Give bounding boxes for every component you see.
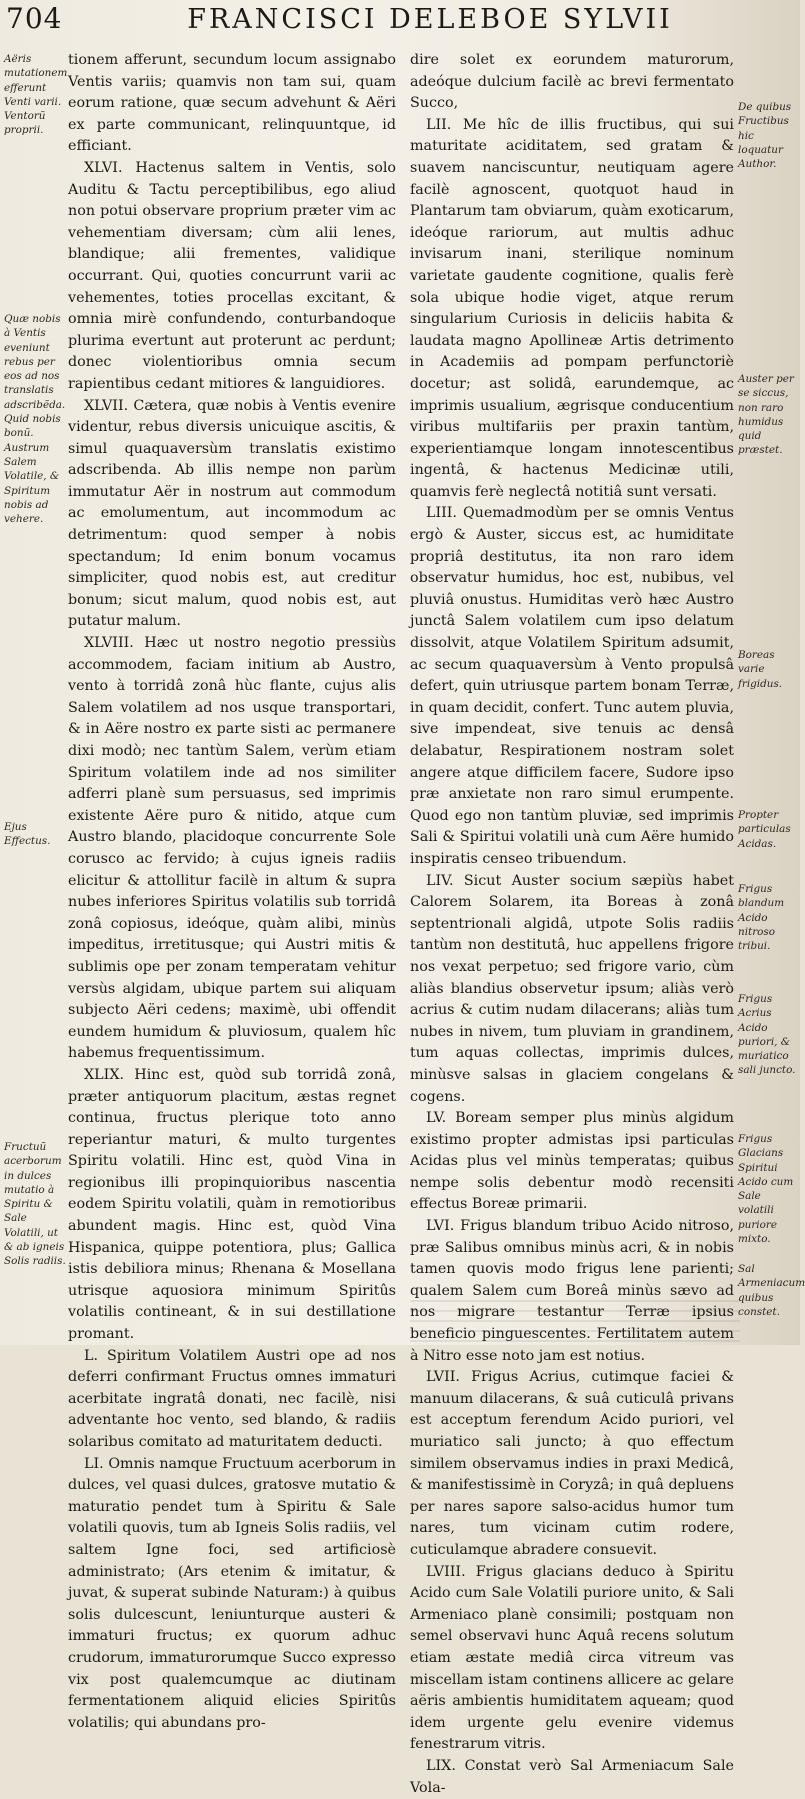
running-head: FRANCISCI DELEBOE SYLVII bbox=[187, 4, 673, 35]
left-text-column bbox=[68, 50, 396, 1734]
margin-note-right-6: Frigus Acrius Acido puriori, & muriatico sali juncto. bbox=[738, 993, 796, 1077]
paragraph: LV. Boream semper plus minùs algidum existimo propter admistas ipsi particulas Acidas plus vel minùs temperatas; quibus nempe solis debentur modò recensiti effectus Boreæ primarii. bbox=[410, 1110, 734, 1213]
paragraph: LIX. Constat verò Sal Armeniacum Sale Vola- bbox=[410, 1757, 734, 1796]
paragraph: LVII. Frigus Acrius, cutimque faciei & manuum dilacerans, & suâ cuticulâ privans est acceptum ferendum Acido puriori, vel muriatico sali juncto; à quo effectum similem observamus indies in praxi Medicâ, & manifestissimè in Coryzâ; in quâ depluens per nares sapore salso-acidus humor tum nares, tum vicinam cutim rodere, cuticulamque abradere consuevit. bbox=[410, 1369, 734, 1558]
paragraph: tionem afferunt, secundum locum assignabo Ventis variis; quamvis non tam sui, quam eorum ratione, quæ secum advehunt & Aëri ex parte communicant, relinquuntque, id efficiant. bbox=[68, 52, 396, 155]
paragraph: LVIII. Frigus glacians deduco à Spiritu Acido cum Sale Volatili puriore unito, & Sali Armeniaco planè consimili; postquam non semel observavi hunc Aquâ recens solutum etiam æstate mediâ circa vitreum vas miscellam istam continens allicere ac gelare aëris ambientis humiditatem aqueam; quod idem urgente gelu evenire videmus fenestrarum vitris. bbox=[410, 1563, 734, 1753]
header-rule bbox=[60, 47, 740, 48]
paragraph: L. Spiritum Volatilem Austri ope ad nos deferri confirmant Fructus omnes immaturi acerbitate ingratâ donati, nec facilè, nisi adventante hoc vento, sed blando, & radiis solaribus comitato ad maturitatem deducti. bbox=[68, 1347, 396, 1450]
margin-note-right-4: Propter particulas Acidas. bbox=[738, 809, 791, 850]
paragraph: LII. Me hîc de illis fructibus, qui sui maturitate aciditatem, sed gratam & suavem nanciscuntur, neutiquam agere facilè agnoscent, quotquot haud in Plantarum tam obviarum, quàm exoticarum, ideóque rariorum, aut multis adhuc invisarum inani, sterilique nominum varietate gaudente cognitione, qualis ferè sola ubique hodie viget, atque rerum singularium Curiosis in deliciis habita & laudata magno Apollineæ Artis detrimento in Academiis ad pompam perfunctoriè docetur; ast solidâ, earundemque, ac imprimis usualium, ægrisque conducentium viribus multifariis per praxin tantùm, experientiamque longam innotescentibus ingentâ, & hactenus Medicinæ utili, quamvis ferè neglectâ notitiâ sunt versati. bbox=[410, 116, 734, 500]
margin-note-right-3: Boreas varie frigidus. bbox=[738, 649, 783, 690]
bleed-through-shadow bbox=[410, 1300, 740, 1345]
paragraph: LIV. Sicut Auster socium sæpiùs habet Calorem Solarem, ita Boreas à zonâ septentrionali algidâ, utpote Solis radiis tantùm non destitutâ, huc appellens frigore nos vexat perpetuo; sed frigore vario, cùm aliàs blandius observetur ipsum; aliàs verò acrius & cutim nudam dilacerans; aliàs tum nubes in nivem, tum pluviam in grandinem, tum aquas collectas, imprimis dulces, minùsve salsas in glaciem congelans & cogens. bbox=[410, 872, 734, 1105]
paragraph: XLVIII. Hæc ut nostro negotio pressiùs accommodem, faciam initium ab Austro, vento à torridâ zonâ hùc flante, cujus alis Salem volatilem ad nos usque transportari, & in Aëre nostro ex parte sisti ac permanere dixi modò; nec tantùm Salem, verùm etiam Spiritum volatilem inde ad nos similiter adferri planè sum persuasus, sed imprimis existente Aëre puro & nitido, atque cum Austro blando, placidoque concurrente Sole corusco ac fervido; à cujus igneis radiis elicitur & attollitur facilè in altum & supra nubes inferiores Spiritus volatilis sub torridâ zonâ copiosus, ideóque, quàm alibi, minùs impeditus, irretitusque; qui Austri mitis & sublimis ope per zonam temperatam vehitur versùs algidam, ubique partem sui aliquam subjecto Aëri cedens; maximè, ubi offendit eundem humidum & pluviosum, qualem hîc habemus frequentissimum. bbox=[68, 635, 396, 1062]
margin-note-left-2: Quæ nobis à Ventis eveniunt rebus per eos ad nos translatis adscribẽda. Quid nobis bonũ. Austrum Salem Volatile, & Spiritum nobis ad vehere. bbox=[4, 313, 66, 526]
margin-note-right-5: Frigus blandum Acido nitroso tribui. bbox=[738, 883, 785, 953]
page-number: 704 bbox=[6, 2, 63, 35]
paragraph: LI. Omnis namque Fructuum acerborum in dulces, vel quasi dulces, gratosve mutatio & maturatio pendet tum à Spiritu & Sale volatili quovis, tum ab Igneis Solis radiis, vel saltem Igne foci, sed artificiosè administrato; (Ars etenim & imitatur, & juvat, & superat subinde Naturam:) à quibus solis dulcescunt, leniunturque austeri & immaturi fructus; ex quorum adhuc crudorum, immaturorumque Succo expresso vix post qualemcumque ac diutinam fermentationem aliquid elicies Spiritûs volatilis; qui abundans pro- bbox=[68, 1455, 396, 1731]
paragraph: LVI. Frigus blandum tribuo Acido nitroso, præ Salibus omnibus minùs acri, & in nobis tamen quovis modo frigus lene parienti; qualem Salem cum Boreâ minùs sævo ad nos migrare testantur Terræ ipsius beneficio pinguescentes. Fertilitatem autem à Nitro esse noto jam est notius. bbox=[410, 1218, 734, 1364]
margin-note-right-7: Frigus Glacians Spiritui Acido cum Sale volatili puriore mixto. bbox=[738, 1133, 794, 1246]
margin-note-right-8: Sal Armeniacum quibus constet. bbox=[738, 1263, 805, 1318]
paragraph: LIII. Quemadmodùm per se omnis Ventus ergò & Auster, siccus est, ac humiditate propriâ destitutus, ita non raro idem observatur humidus, hoc est, nubibus, vel pluviâ onustus. Humiditas verò hæc Austro junctâ Salem volatilem cum ipso delatum dissolvit, atque Volatilem Spiritum adsumit, ac secum quaquaversùm à Vento propulsâ defert, quin utriusque partem bonam Terræ, in quam decidit, confert. Tunc autem pluvia, sive impendeat, sive tenuis ac densâ delabatur, Respirationem nostram solet angere atque difficilem facere, Sudore ipso præ anxietate non raro simul erumpente. Quod ego non tantùm pluviæ, sed imprimis Sali & Spiritui volatili unà cum Aëre humido inspiratis censeo tribuendum. bbox=[410, 505, 734, 867]
right-text-column bbox=[410, 50, 734, 1799]
paragraph: XLVI. Hactenus saltem in Ventis, solo Auditu & Tactu perceptibilibus, ego aliud non potui observare proprium præter vim ac vehementiam diversam; cùm alii lenes, blandique; alii frementes, validique occurrant. Qui, quoties concurrunt varii ac vehementes, toties procellas excitant, & omnia mirè confundendo, conturbandoque plurima evertunt aut proterunt ac perdunt; donec violentioribus omnia secum rapientibus cedant mitiores & languidiores. bbox=[68, 159, 396, 392]
paragraph: dire solet ex eorundem maturorum, adeóque dulcium facilè ac brevi fermentato Succo, bbox=[410, 52, 734, 112]
margin-note-left-3: Ejus Effectus. bbox=[4, 821, 51, 848]
margin-note-right-2: Auster per se siccus, non raro humidus quid præstet. bbox=[738, 373, 794, 457]
margin-note-left-1: Aëris mutationem efferunt Venti varii. Ventorũ proprii. bbox=[4, 53, 68, 137]
paragraph: XLVII. Cætera, quæ nobis à Ventis evenire videntur, rebus diversis unicuique ascitis, & simul quaquaversùm translatis existimo adscribenda. Ab illis nempe non parùm immutatur Aër in nostrum aut commodum ac emolumentum, aut incommodum ac detrimentum: quod semper à nobis spectandum; Id enim bonum vocamus simpliciter, quod nobis est, aut creditur bonum; sicut malum, quod nobis est, aut putatur malum. bbox=[68, 397, 396, 630]
margin-note-right-1: De quibus Fructibus hic loquatur Author. bbox=[738, 101, 792, 171]
paragraph: XLIX. Hinc est, quòd sub torridâ zonâ, præter antiquorum placitum, æstas regnet continua, fructus plerique toto anno reperiantur maturi, & multo turgentes Spiritu volatili. Hinc est, quòd Vina in regionibus illi propinquioribus nascentia eodem Spiritu volatili, quàm in remotioribus abundent magis. Hinc est, quòd Vina Hispanica, quippe potentiora, plus; Gallica istis debiliora minus; Rhenana & Mosellana utrisque aquosiora minimum Spiritûs volatilis contineant, & in sui destillatione promant. bbox=[68, 1066, 396, 1343]
margin-note-left-4: Fructuũ acerborum in dulces mutatio à Spiritu & Sale Volatili, ut & ab igneis Solis radiis. bbox=[4, 1141, 66, 1268]
page-header bbox=[0, 0, 800, 48]
